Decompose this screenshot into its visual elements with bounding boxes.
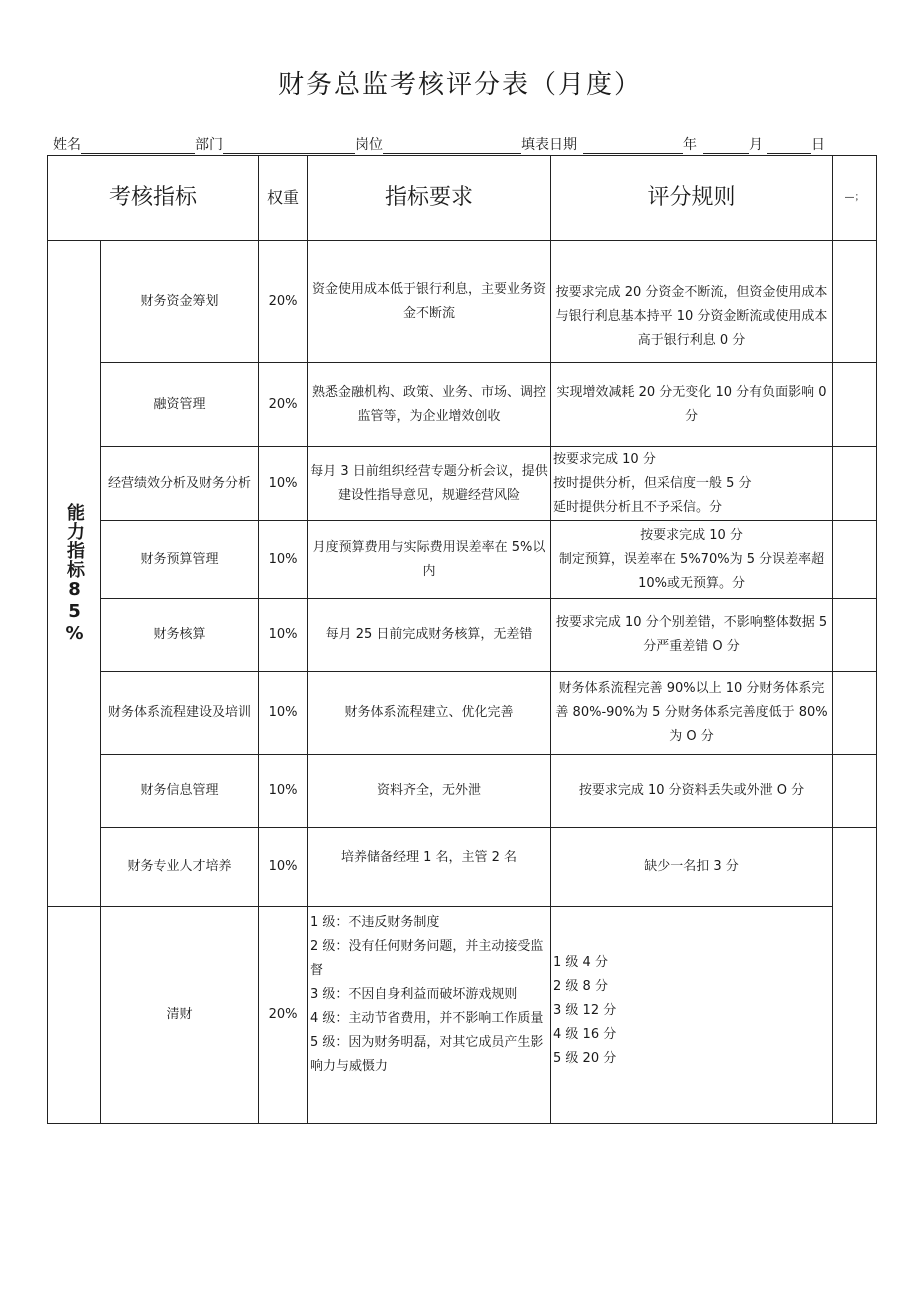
rule-line: 延时提供分析且不予采信。分 (553, 499, 723, 515)
row-score[interactable] (833, 599, 877, 672)
category-blank (48, 907, 101, 1124)
table-row (48, 363, 877, 447)
row-rule: 按要求完成 10 分个别差错，不影响整体数据 5 分严重差错 O 分 (551, 599, 833, 672)
table-row (48, 521, 877, 599)
row-requirement: 财务体系流程建立、优化完善 (308, 672, 551, 755)
row-rule (551, 521, 833, 599)
row-rule: 按要求完成 10 分资料丢失或外泄 O 分 (551, 755, 833, 828)
row-rule (551, 907, 833, 1124)
row-requirement: 资金使用成本低于银行利息，主要业务资金不断流 (308, 241, 551, 363)
rule-line: 1 级 4 分 (553, 955, 608, 970)
month-field[interactable] (703, 139, 749, 154)
row-indicator: 财务预算管理 (101, 521, 259, 599)
row-rule: 实现增效减耗 20 分无变化 10 分有负面影响 0 分 (551, 363, 833, 447)
row-requirement: 培养储备经理 1 名，主管 2 名 (308, 828, 551, 907)
rule-line: 按要求完成 10 分 (640, 527, 743, 543)
rule-line: 按时提供分析，但采信度一般 5 分 (553, 475, 752, 491)
row-score[interactable] (833, 363, 877, 447)
dept-field[interactable] (223, 139, 355, 154)
table-row (48, 755, 877, 828)
month-label: 月 (749, 137, 763, 153)
row-weight: 10% (259, 828, 308, 907)
position-field[interactable] (383, 139, 521, 154)
row-rule: 缺少一名扣 3 分 (551, 828, 833, 907)
row-weight: 10% (259, 521, 308, 599)
header-rule: 评分规则 (551, 156, 833, 241)
rule-line: 3 级 12 分 (553, 1003, 617, 1018)
row-weight: 10% (259, 599, 308, 672)
row-indicator: 财务体系流程建设及培训 (101, 672, 259, 755)
header-weight: 权重 (259, 156, 308, 241)
table-row (48, 447, 877, 521)
row-indicator: 财务专业人才培养 (101, 828, 259, 907)
rule-line: 按要求完成 10 分 (553, 451, 656, 467)
requirement-line: 2 级：没有任何财务问题，并主动接受监督 (310, 939, 544, 978)
row-indicator: 融资管理 (101, 363, 259, 447)
table-row (48, 599, 877, 672)
row-requirement: 每月 3 日前组织经营专题分析会议，提供建设性指导意见，规避经营风险 (308, 447, 551, 521)
row-weight: 10% (259, 755, 308, 828)
date-label: 填表日期 (521, 137, 577, 153)
requirement-line: 5 级：因为财务明磊，对其它成员产生影响力与威慑力 (310, 1035, 544, 1074)
dept-label: 部门 (195, 137, 223, 153)
day-label: 日 (811, 137, 825, 153)
page-title: 财务总监考核评分表（月度） (277, 70, 642, 100)
row-indicator: 经营绩效分析及财务分析 (101, 447, 259, 521)
requirement-line: 4 级：主动节省费用，并不影响工作质量 (310, 1011, 544, 1026)
assessment-table (47, 155, 877, 1124)
info-line (53, 134, 875, 154)
rule-line: 2 级 8 分 (553, 979, 608, 994)
row-weight: 20% (259, 363, 308, 447)
rule-line: 5 级 20 分 (553, 1051, 617, 1066)
header-requirement: 指标要求 (308, 156, 551, 241)
row-score[interactable] (833, 755, 877, 828)
row-requirement: 月度预算费用与实际费用误差率在 5%以内 (308, 521, 551, 599)
year-label: 年 (683, 137, 697, 153)
row-indicator: 清财 (101, 907, 259, 1124)
row-rule: 财务体系流程完善 90%以上 10 分财务体系完善 80%-90%为 5 分财务体系完善度低于 80%为 O 分 (551, 672, 833, 755)
name-field[interactable] (81, 139, 195, 154)
row-indicator: 财务资金筹划 (101, 241, 259, 363)
row-weight: 20% (259, 907, 308, 1124)
row-indicator: 财务信息管理 (101, 755, 259, 828)
row-requirement (308, 907, 551, 1124)
requirement-line: 1 级：不违反财务制度 (310, 915, 440, 930)
header-extra: —； (833, 156, 877, 241)
requirement-line: 3 级：不因自身利益而破坏游戏规则 (310, 987, 518, 1002)
row-requirement: 每月 25 日前完成财务核算，无差错 (308, 599, 551, 672)
table-row (48, 828, 877, 907)
table-row (48, 241, 877, 363)
table-row (48, 672, 877, 755)
row-score[interactable] (833, 447, 877, 521)
row-score[interactable] (833, 828, 877, 1124)
row-weight: 10% (259, 672, 308, 755)
row-requirement: 资料齐全，无外泄 (308, 755, 551, 828)
row-score[interactable] (833, 241, 877, 363)
row-weight: 20% (259, 241, 308, 363)
day-field[interactable] (767, 139, 811, 154)
row-score[interactable] (833, 521, 877, 599)
rule-line: 4 级 16 分 (553, 1027, 617, 1042)
header-row (48, 156, 877, 241)
row-weight: 10% (259, 447, 308, 521)
rule-line: 制定预算，误差率在 5%70%为 5 分误差率超 10%或无预算。分 (558, 551, 825, 591)
header-indicator: 考核指标 (48, 156, 259, 241)
category-ability (48, 241, 101, 907)
year-field[interactable] (583, 139, 683, 154)
position-label: 岗位 (355, 137, 383, 153)
category-label: 能力指标85% (64, 502, 85, 645)
row-score[interactable] (833, 672, 877, 755)
row-requirement: 熟悉金融机构、政策、业务、市场、调控监管等，为企业增效创收 (308, 363, 551, 447)
row-rule: 按要求完成 20 分资金不断流，但资金使用成本与银行利息基本持平 10 分资金断流或使用成本高于银行利息 0 分 (551, 241, 833, 363)
name-label: 姓名 (53, 137, 81, 153)
row-indicator: 财务核算 (101, 599, 259, 672)
table-row (48, 907, 877, 1124)
row-rule (551, 447, 833, 521)
